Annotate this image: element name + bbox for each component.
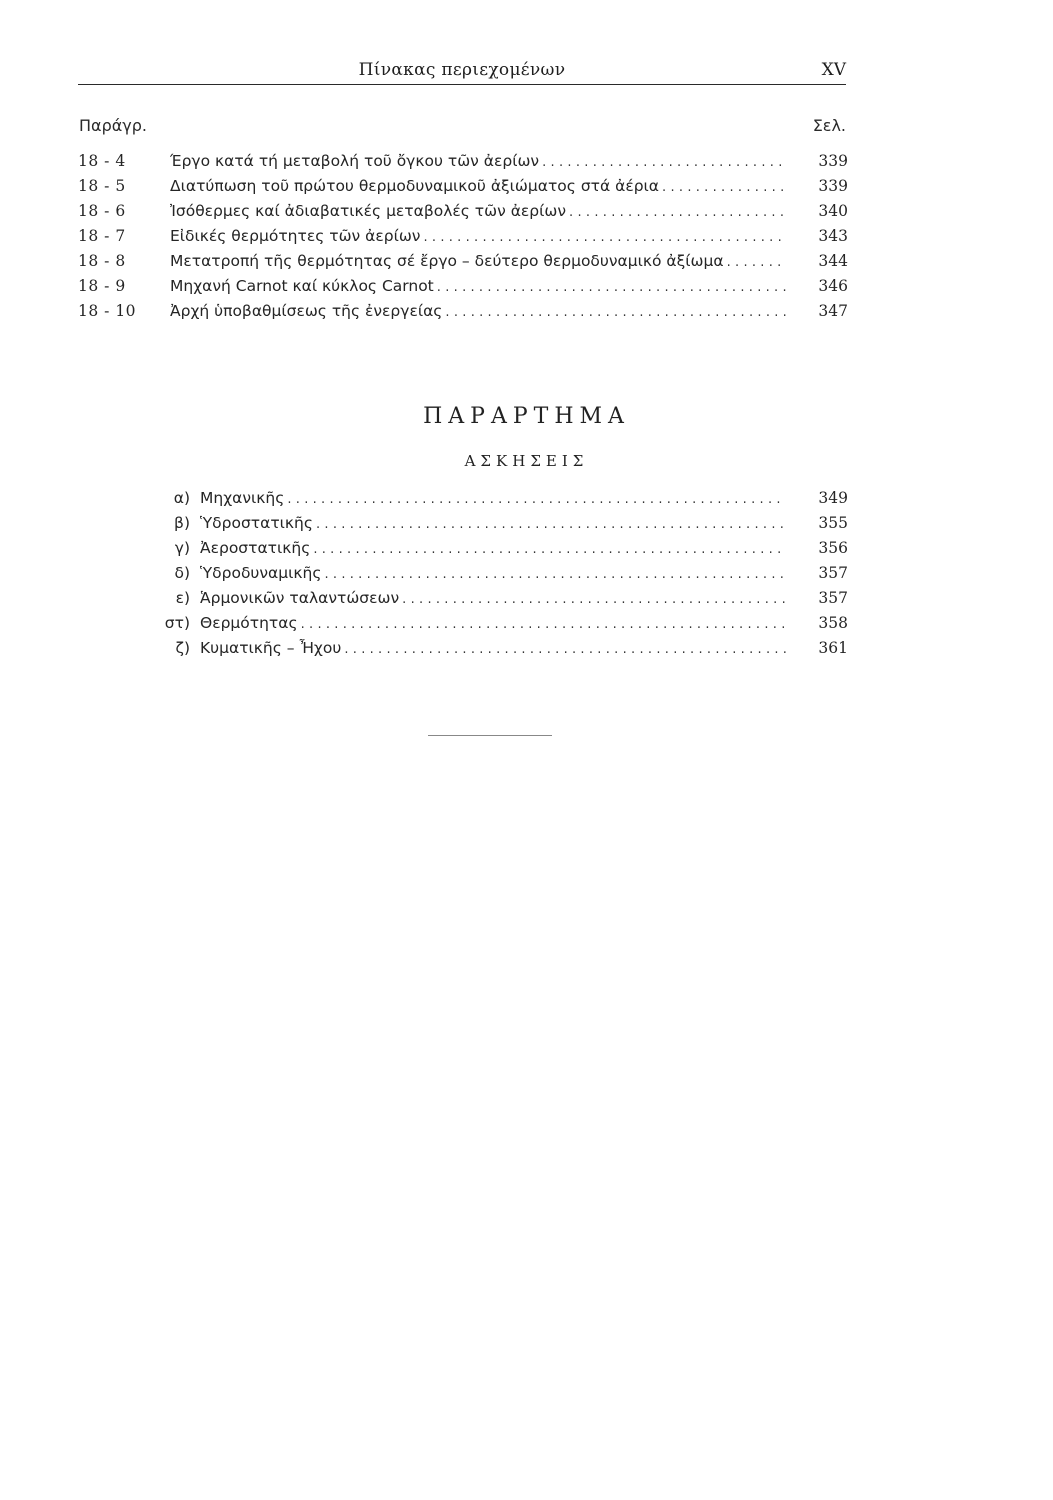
section-page: 339 — [818, 152, 848, 170]
appendix-row — [160, 486, 848, 511]
appendix-list — [160, 486, 848, 661]
item-page: 356 — [818, 539, 848, 557]
item-label: β) — [174, 514, 190, 532]
section-page: 346 — [818, 277, 848, 295]
section-number: 18 - 7 — [78, 227, 126, 245]
dot-leader — [445, 300, 786, 325]
page-number: XV — [821, 60, 846, 80]
section-page: 340 — [818, 202, 848, 220]
toc-row — [78, 274, 848, 299]
section-number: 18 - 4 — [78, 152, 126, 170]
section-page: 339 — [818, 177, 848, 195]
section-number: 18 - 5 — [78, 177, 126, 195]
appendix-row — [160, 561, 848, 586]
appendix-row — [160, 586, 848, 611]
page-column-label: Σελ. — [812, 116, 846, 135]
item-page: 355 — [818, 514, 848, 532]
dot-leader — [313, 537, 786, 562]
dot-leader — [344, 637, 786, 662]
item-label: ζ) — [175, 639, 190, 657]
appendix-row — [160, 511, 848, 536]
section-title: Διατύπωση τοῦ πρώτου θερμοδυναμικοῦ ἀξιώματος στά ἀέρια — [170, 177, 660, 195]
appendix-row — [160, 536, 848, 561]
section-number: 18 - 10 — [78, 302, 137, 320]
section-number: 18 - 6 — [78, 202, 126, 220]
toc-row — [78, 249, 848, 274]
section-page: 344 — [818, 252, 848, 270]
item-page: 361 — [818, 639, 848, 657]
item-title: Μηχανικῆς — [200, 489, 285, 507]
section-title: Εἰδικές θερμότητες τῶν ἀερίων — [170, 227, 421, 245]
dot-leader — [423, 225, 786, 250]
dot-leader — [542, 150, 786, 175]
section-title: Μηχανή Carnot καί κύκλος Carnot — [170, 277, 434, 295]
dot-leader — [301, 612, 786, 637]
toc-row — [78, 174, 848, 199]
toc-row — [78, 224, 848, 249]
section-title: Μετατροπή τῆς θερμότητας σέ ἔργο – δεύτερο θερμοδυναμικό ἀξίωμα — [170, 252, 724, 270]
section-title: Ἰσόθερμες καί ἀδιαβατικές μεταβολές τῶν ἀερίων — [170, 202, 567, 220]
appendix-row — [160, 636, 848, 661]
item-title: Ἀεροστατικῆς — [200, 539, 311, 557]
item-label: α) — [173, 489, 190, 507]
item-page: 358 — [818, 614, 848, 632]
section-page: 347 — [818, 302, 848, 320]
dot-leader — [402, 587, 786, 612]
section-number: 18 - 9 — [78, 277, 126, 295]
item-label: στ) — [164, 614, 190, 632]
dot-leader — [569, 200, 786, 225]
item-label: ε) — [175, 589, 190, 607]
dot-leader — [727, 250, 786, 275]
dot-leader — [316, 512, 786, 537]
appendix-title: ΠΑΡΑΡΤΗΜΑ — [423, 404, 630, 429]
item-title: Ἁρμονικῶν ταλαντώσεων — [200, 589, 400, 607]
item-page: 349 — [818, 489, 848, 507]
exercises-subtitle: ΑΣΚΗΣΕΙΣ — [464, 452, 589, 470]
header-rule — [78, 84, 846, 85]
section-title: Έργο κατά τή μεταβολή τοῦ ὄγκου τῶν ἀερίων — [170, 152, 540, 170]
item-page: 357 — [818, 589, 848, 607]
appendix-row — [160, 611, 848, 636]
dot-leader — [287, 487, 786, 512]
item-title: Ὑδροστατικῆς — [200, 514, 313, 532]
end-rule — [428, 735, 552, 736]
section-page: 343 — [818, 227, 848, 245]
item-label: γ) — [174, 539, 190, 557]
dot-leader — [324, 562, 786, 587]
item-title: Θερμότητας — [200, 614, 298, 632]
item-title: Ὑδροδυναμικῆς — [200, 564, 322, 582]
item-title: Κυματικῆς – Ἦχου — [200, 639, 342, 657]
running-title: Πίνακας περιεχομένων — [358, 60, 566, 80]
toc-row — [78, 199, 848, 224]
toc-row — [78, 299, 848, 324]
toc-row — [78, 149, 848, 174]
toc-section-list — [78, 149, 848, 324]
dot-leader — [437, 275, 786, 300]
item-label: δ) — [174, 564, 190, 582]
item-page: 357 — [818, 564, 848, 582]
section-title: Ἀρχή ὑποβαθμίσεως τῆς ἐνεργείας — [170, 302, 443, 320]
paragraph-column-label: Παράγρ. — [79, 116, 147, 135]
section-number: 18 - 8 — [78, 252, 126, 270]
dot-leader — [662, 175, 786, 200]
